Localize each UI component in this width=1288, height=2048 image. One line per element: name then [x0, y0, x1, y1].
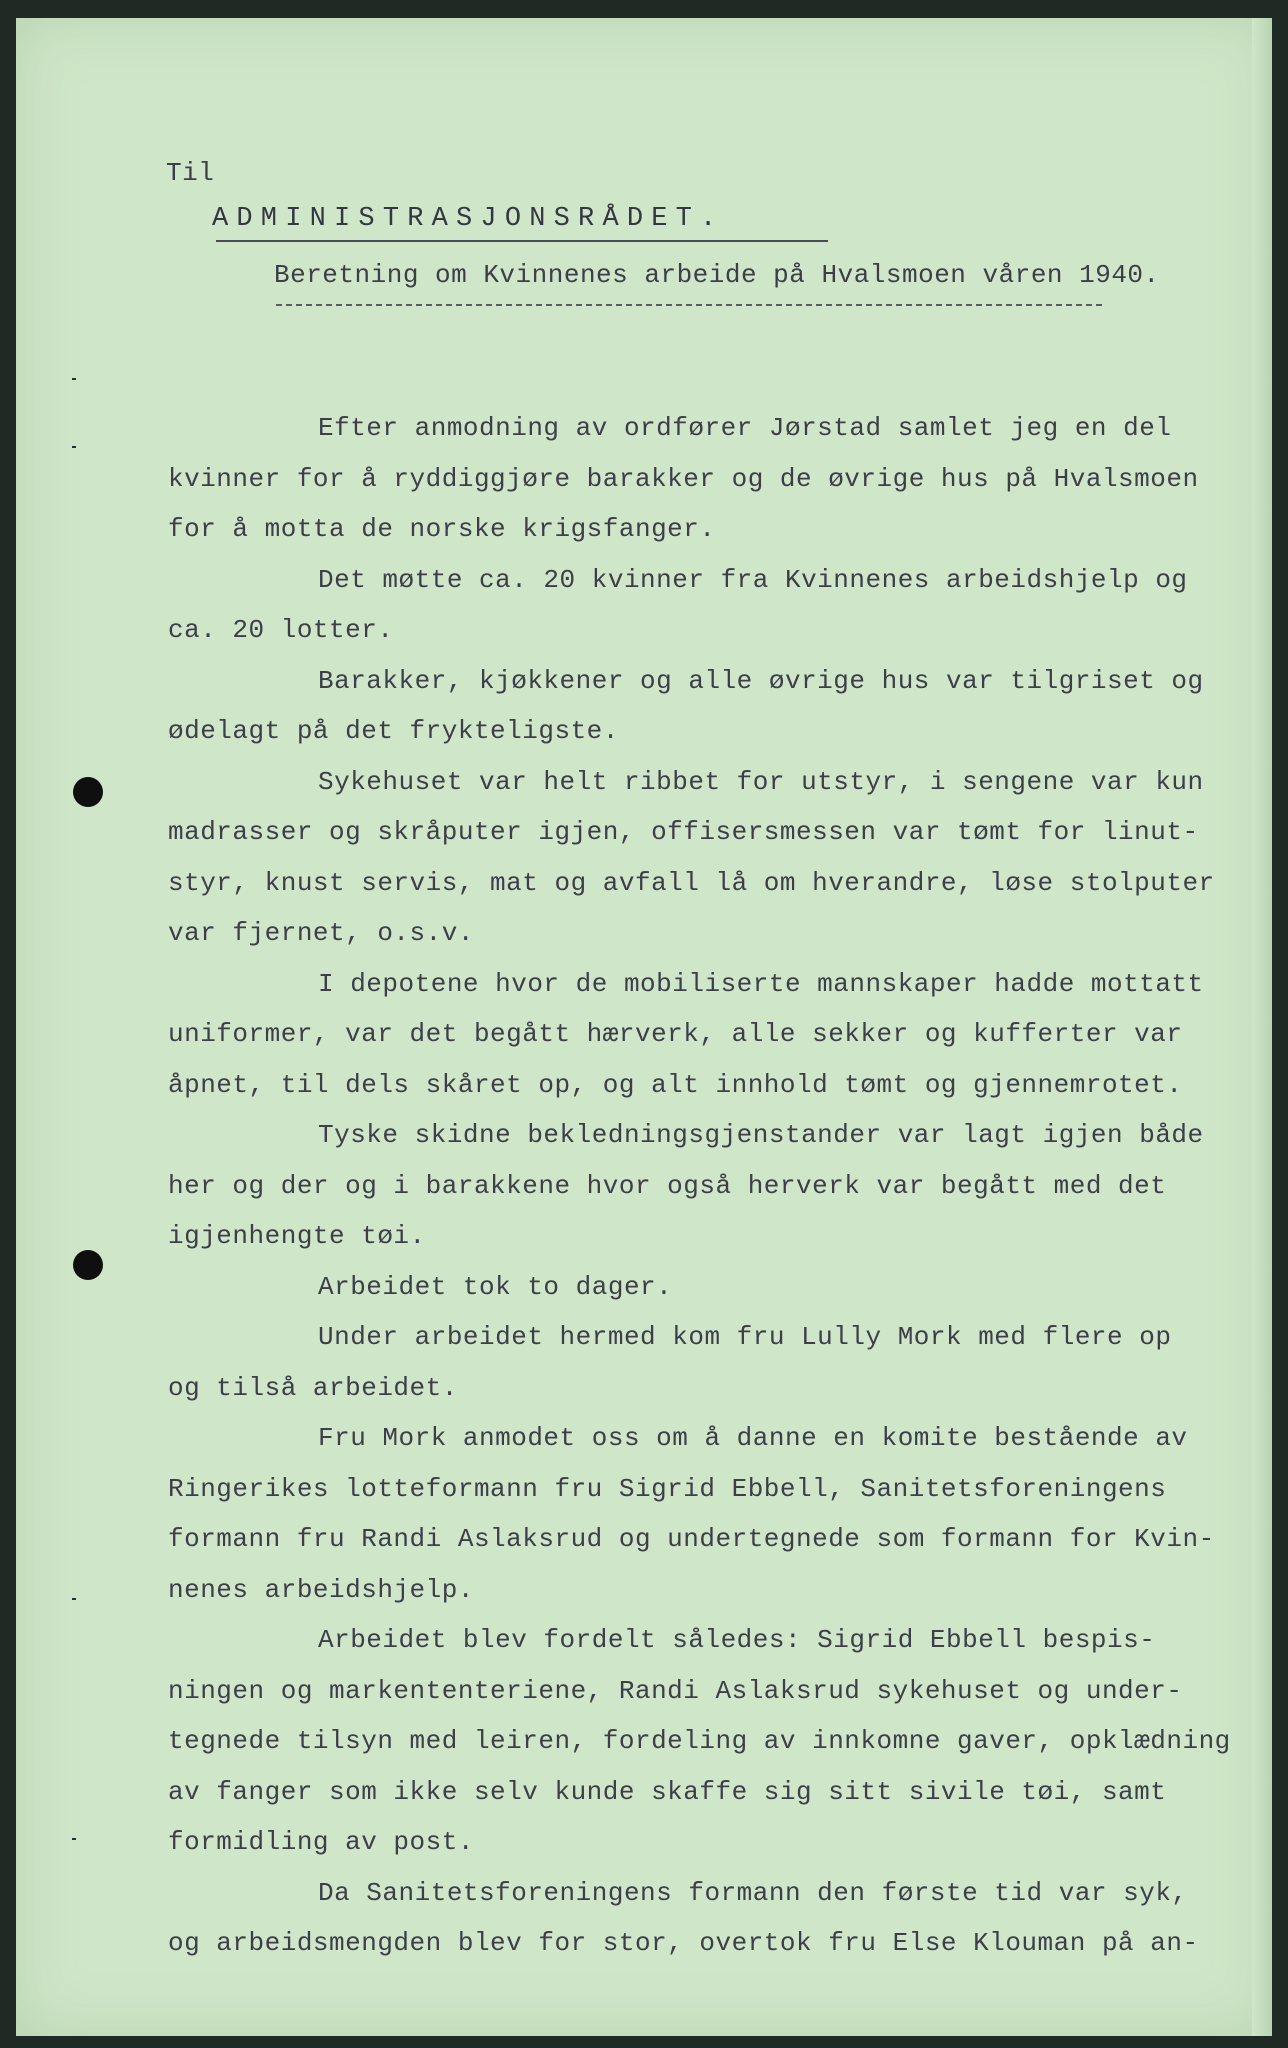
- text-line: madrasser og skråputer igjen, offisersmessen var tømt for linut-: [168, 817, 1199, 847]
- text-line: Ringerikes lotteformann fru Sigrid Ebbell, Sanitetsforeningens: [168, 1473, 1167, 1504]
- text-line: Arbeidet tok to dager.: [318, 1271, 673, 1302]
- text-line: var fjernet, o.s.v.: [168, 918, 474, 948]
- text-line: Fru Mork anmodet oss om å danne en komite bestående av: [318, 1423, 1188, 1453]
- text-line: ødelagt på det frykteligste.: [168, 716, 619, 746]
- document-page: [16, 18, 1272, 2036]
- text-line: og tilså arbeidet.: [168, 1372, 458, 1403]
- text-line: nenes arbeidshjelp.: [168, 1574, 474, 1605]
- text-line: ca. 20 lotter.: [168, 615, 394, 645]
- recipient-label: Til: [166, 158, 215, 188]
- margin-mark: [72, 446, 76, 448]
- text-line: Arbeidet blev fordelt således: Sigrid Ebbell bespis-: [318, 1625, 1156, 1655]
- text-line: Tyske skidne bekledningsgjenstander var lagt igjen både: [318, 1120, 1204, 1150]
- document-subheading: Beretning om Kvinnenes arbeide på Hvalsmoen våren 1940.: [274, 260, 1160, 290]
- text-line: I depotene hvor de mobiliserte mannskaper hadde mottatt: [318, 968, 1204, 999]
- text-line: åpnet, til dels skåret op, og alt innhold tømt og gjennemrotet.: [168, 1069, 1183, 1100]
- text-line: kvinner for å ryddiggjøre barakker og de øvrige hus på Hvalsmoen: [168, 463, 1199, 494]
- document-heading: ADMINISTRASJONSRÅDET.: [212, 204, 725, 234]
- punch-hole: [73, 1250, 103, 1280]
- text-line: Barakker, kjøkkener og alle øvrige hus var tilgriset og: [318, 665, 1204, 696]
- body-text: [168, 410, 1231, 1976]
- text-line: av fanger som ikke selv kunde skaffe sig sitt sivile tøi, samt: [168, 1776, 1167, 1807]
- text-line: og arbeidsmengden blev for stor, overtok fru Else Klouman på an-: [168, 1928, 1199, 1958]
- text-line: styr, knust servis, mat og avfall lå om hverandre, løse stolputer: [168, 867, 1215, 898]
- text-line: Det møtte ca. 20 kvinner fra Kvinnenes arbeidshjelp og: [318, 564, 1188, 595]
- dashed-underline: [276, 304, 1102, 306]
- text-line: for å motta de norske krigsfanger.: [168, 514, 716, 544]
- text-line: her og der og i barakkene hvor også herverk var begått med det: [168, 1170, 1167, 1201]
- text-line: ningen og markententeriene, Randi Aslaksrud sykehuset og under-: [168, 1675, 1183, 1706]
- text-line: Under arbeidet hermed kom fru Lully Mork med flere op: [318, 1322, 1172, 1352]
- punch-hole: [73, 777, 103, 807]
- heading-underline: [216, 240, 828, 242]
- text-line: tegnede tilsyn med leiren, fordeling av innkomne gaver, opklædning: [168, 1726, 1231, 1756]
- text-line: igjenhengte tøi.: [168, 1221, 426, 1251]
- text-line: formidling av post.: [168, 1827, 474, 1857]
- text-line: Da Sanitetsforeningens formann den første tid var syk,: [318, 1877, 1188, 1908]
- text-line: Efter anmodning av ordfører Jørstad samlet jeg en del: [318, 413, 1172, 443]
- margin-mark: [72, 1838, 76, 1840]
- margin-mark: [72, 1598, 76, 1600]
- text-line: formann fru Randi Aslaksrud og undertegnede som formann for Kvin-: [168, 1524, 1215, 1554]
- margin-mark: [72, 378, 76, 380]
- text-line: uniformer, var det begått hærverk, alle sekker og kufferter var: [168, 1019, 1183, 1049]
- text-line: Sykehuset var helt ribbet for utstyr, i sengene var kun: [318, 766, 1204, 797]
